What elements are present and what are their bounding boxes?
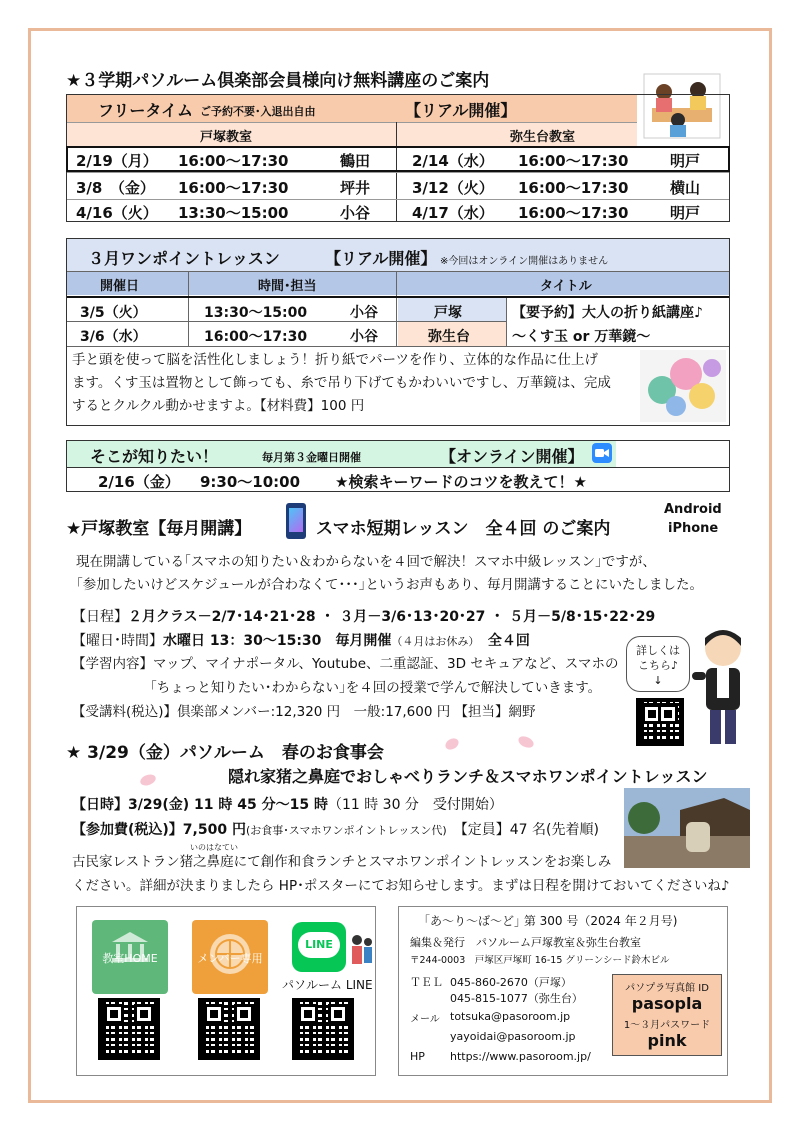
row-staff-left: 鶴田 [340, 152, 371, 170]
op-row-date: 3/6（水） [80, 329, 147, 345]
origami-photo [640, 350, 726, 422]
mail-label: メール [410, 1014, 440, 1025]
photo-id-box [612, 974, 722, 1056]
op-div3 [506, 298, 507, 346]
ruby-inohanatei: いのはなてい [190, 843, 238, 852]
op-row-staff: 小谷 [350, 305, 378, 321]
row-date-right: 2/14（水） [412, 152, 494, 170]
member-qr-code[interactable] [198, 998, 260, 1060]
people-illustration [350, 934, 374, 970]
lunch-fee-note: (お食事･スマホワンポイントレッスン代) [245, 824, 447, 837]
smartphone-title-a: ★戸塚教室【毎月開講】 [66, 519, 252, 539]
col-yayoidai: 弥生台教室 [510, 130, 576, 145]
onepoint-desc3: するとクルクル動かせますよ。【材料費】100 円 [72, 398, 365, 414]
smartphone-p2: ｢参加したいけどスケジュールが合わなくて･･･｣というお声もあり、毎月開講することにいたしました。 [76, 577, 703, 593]
op-row-place: 弥生台 [428, 329, 470, 345]
mail-yayoidai[interactable]: yayoidai@pasoroom.jp [450, 1030, 576, 1043]
row-date-right: 3/12（火） [412, 179, 494, 197]
hp-label: HP [410, 1050, 425, 1063]
restaurant-photo [624, 788, 750, 868]
row-time-right: 16:00～17:30 [518, 204, 629, 222]
onepoint-title: ３月ワンポイントレッスン [88, 249, 280, 268]
lunch-title: ★ 3/29（金）パソルーム 春のお食事会 [66, 743, 384, 763]
row-date-left: 2/19（月） [76, 152, 158, 170]
password-value: pink [647, 1031, 687, 1050]
content-label: 【学習内容】 [72, 656, 153, 672]
lunch-when: 【日時】3/29(金) 11 時 45 分～15 時 [72, 797, 328, 813]
photo-id-value: pasopla [631, 994, 703, 1013]
onepoint-real-tag: 【リアル開催】 [325, 249, 437, 268]
row-date-left: 4/16（火） [76, 204, 158, 222]
schedule-value: ２月クラス－2/7･14･21･28 ・ ３月－3/6･13･20･27 ・ ５月－5/8･15･22･29 [128, 609, 656, 625]
sokoga-date: 2/16（金） [98, 473, 180, 491]
sakura-petals [440, 732, 540, 756]
mail-totsuka[interactable]: totsuka@pasoroom.jp [450, 1010, 571, 1023]
onepoint-note: ※今回はオンライン開催はありません [440, 256, 609, 267]
line-icon[interactable] [292, 922, 346, 972]
password-label: 1～３月パスワード [623, 1020, 711, 1031]
schedule-label: 【日程】 [72, 609, 128, 625]
line-caption: パソルーム LINE [282, 978, 373, 992]
time-count: 全４回 [487, 633, 530, 649]
row-date-right: 4/17（水） [412, 204, 494, 222]
op-div1 [188, 271, 189, 347]
fee-line: 【受講料(税込)】倶楽部メンバー:12,320 円 一般:17,600 円 【担当】網野 [72, 704, 536, 720]
h-date: 開催日 [100, 279, 140, 294]
op-row-staff: 小谷 [350, 329, 378, 345]
content-line1 [72, 654, 619, 675]
smartphone-icon [286, 503, 306, 539]
row-separator [67, 172, 729, 173]
sokoga-note: 毎月第３金曜日開催 [262, 451, 361, 464]
line-qr-code[interactable] [292, 998, 354, 1060]
publisher-line: 編集＆発行 パソルーム戸塚教室＆弥生台教室 [410, 936, 641, 949]
row-staff-left: 坪井 [340, 179, 371, 197]
onepoint-title2: ～くす玉 or 万華鏡～ [512, 329, 651, 345]
h-title: タイトル [540, 279, 592, 294]
row-staff-right: 明戸 [670, 152, 701, 170]
sokoga-title: そこが知りたい！ [90, 447, 219, 466]
home-qr-code[interactable] [98, 998, 160, 1060]
address-line: 〒244-0003 戸塚区戸塚町 16-15 グリーンシード鈴木ビル [410, 955, 670, 966]
h-time: 時間･担当 [258, 279, 317, 294]
lunch-capacity: 【定員】47 名(先着順) [460, 822, 599, 838]
home-tile[interactable] [92, 920, 168, 994]
op-row-place: 戸塚 [434, 305, 462, 321]
row-time-left: 13:30～15:00 [178, 204, 289, 222]
onepoint-desc2: ます。くす玉は置物として飾っても、糸で吊り下げてもかわいいですし、万華鏡は、完成 [72, 375, 611, 391]
op-row-date: 3/5（火） [80, 305, 147, 321]
time-value: 水曜日 13：30～15:30 毎月開催 [163, 633, 392, 649]
time-line [72, 630, 530, 650]
row-separator [67, 199, 729, 200]
op-row-time: 16:00～17:30 [204, 329, 308, 345]
smartphone-qr-code[interactable] [636, 698, 684, 746]
onepoint-desc1: 手と頭を使って脳を活性化しましょう！折り紙でパーツを作り、立体的な作品に仕上げ [72, 352, 598, 368]
tel-totsuka: 045-860-2670（戸塚） [450, 976, 572, 989]
sokoga-topic: ★検索キーワードのコツを教えて！★ [335, 473, 587, 491]
time-label: 【曜日･時間】 [72, 633, 163, 649]
bubble-line2: こちら♪ [637, 659, 679, 672]
lunch-when-line [72, 794, 503, 814]
issue-line: ｢あ～り～ば～ど｣ 第 300 号（2024 年２月号) [424, 914, 678, 928]
smartphone-p1: 現在開講している｢スマホの知りたい＆わからないを４回で解決！スマホ中級レッスン｣ですが、 [76, 554, 656, 570]
section1-title: ★３学期パソルーム倶楽部会員様向け無料講座のご案内 [66, 71, 490, 91]
sokoga-time: 9:30～10:00 [200, 473, 301, 491]
row-date-left: 3/8 （金） [76, 179, 155, 197]
row-staff-right: 横山 [670, 179, 701, 197]
os-android: Android [664, 502, 722, 517]
row-time-right: 16:00～17:30 [518, 152, 629, 170]
os-iphone: iPhone [668, 521, 719, 536]
freetime-note: ご予約不要･入退出自由 [200, 105, 316, 118]
op-line3 [67, 346, 729, 347]
line-icon-label: LINE [298, 932, 340, 958]
tel-label: ＴＥＬ [410, 976, 443, 989]
op-div2 [396, 271, 397, 347]
freetime-real-tag: 【リアル開催】 [405, 101, 517, 120]
time-note: （４月はお休み） [391, 635, 474, 648]
sakura-petal-left [136, 770, 160, 790]
row-time-right: 16:00～17:30 [518, 179, 629, 197]
sokoga-online-tag: 【オンライン開催】 [440, 447, 584, 466]
boy-illustration [690, 624, 756, 750]
bubble-line1: 詳しくは [636, 644, 680, 657]
details-bubble [626, 636, 690, 692]
sokoga-line [67, 467, 729, 468]
bubble-arrow: ↓ [653, 674, 663, 687]
row-time-left: 16:00～17:30 [178, 152, 289, 170]
smartphone-title-b: スマホ短期レッスン 全４回 のご案内 [316, 519, 611, 539]
op-row-time: 13:30～15:00 [204, 305, 308, 321]
lunch-when-note: （11 時 30 分 受付開始） [327, 797, 503, 813]
lunch-p1: 古民家レストラン猪之鼻庭にて創作和食ランチとスマホワンポイントレッスンをお楽しみ [72, 854, 612, 870]
freetime-label: フリータイム [98, 101, 194, 120]
hp-url[interactable]: https://www.pasoroom.jp/ [450, 1050, 591, 1063]
onepoint-col-header-bg [67, 271, 729, 295]
lunch-p2: ください。詳細が決まりましたら HP･ポスターにてお知らせします。まずは日程を開けておいてくださいね♪ [72, 878, 730, 894]
tel-yayoidai: 045-815-1077（弥生台） [450, 992, 583, 1005]
freetime-highlight-row [66, 146, 730, 172]
photo-id-label: パソプラ写真館 ID [625, 983, 709, 994]
zoom-icon [592, 443, 612, 463]
lunch-fee-line [72, 819, 599, 839]
content-text2: ｢ちょっと知りたい･わからない｣を４回の授業で学んで解決していきます。 [150, 680, 602, 696]
member-tile[interactable] [192, 920, 268, 994]
onepoint-title1: 【要予約】大人の折り紙講座♪ [512, 305, 703, 321]
col-totsuka: 戸塚教室 [200, 130, 253, 145]
home-tile-label: 教室HOME [102, 952, 158, 965]
row-staff-right: 明戸 [670, 204, 701, 222]
member-tile-label: メンバー専用 [197, 952, 263, 965]
row-staff-left: 小谷 [340, 204, 371, 222]
row-time-left: 16:00～17:30 [178, 179, 289, 197]
lunch-subtitle: 隠れ家猪之鼻庭でおしゃべりランチ＆スマホワンポイントレッスン [228, 767, 708, 786]
content-text1: マップ、マイナポータル、Youtube、二重認証、3D セキュアなど、スマホの [153, 656, 619, 672]
schedule-line [72, 606, 655, 626]
lunch-fee: 【参加費(税込)】7,500 円 [72, 822, 246, 838]
